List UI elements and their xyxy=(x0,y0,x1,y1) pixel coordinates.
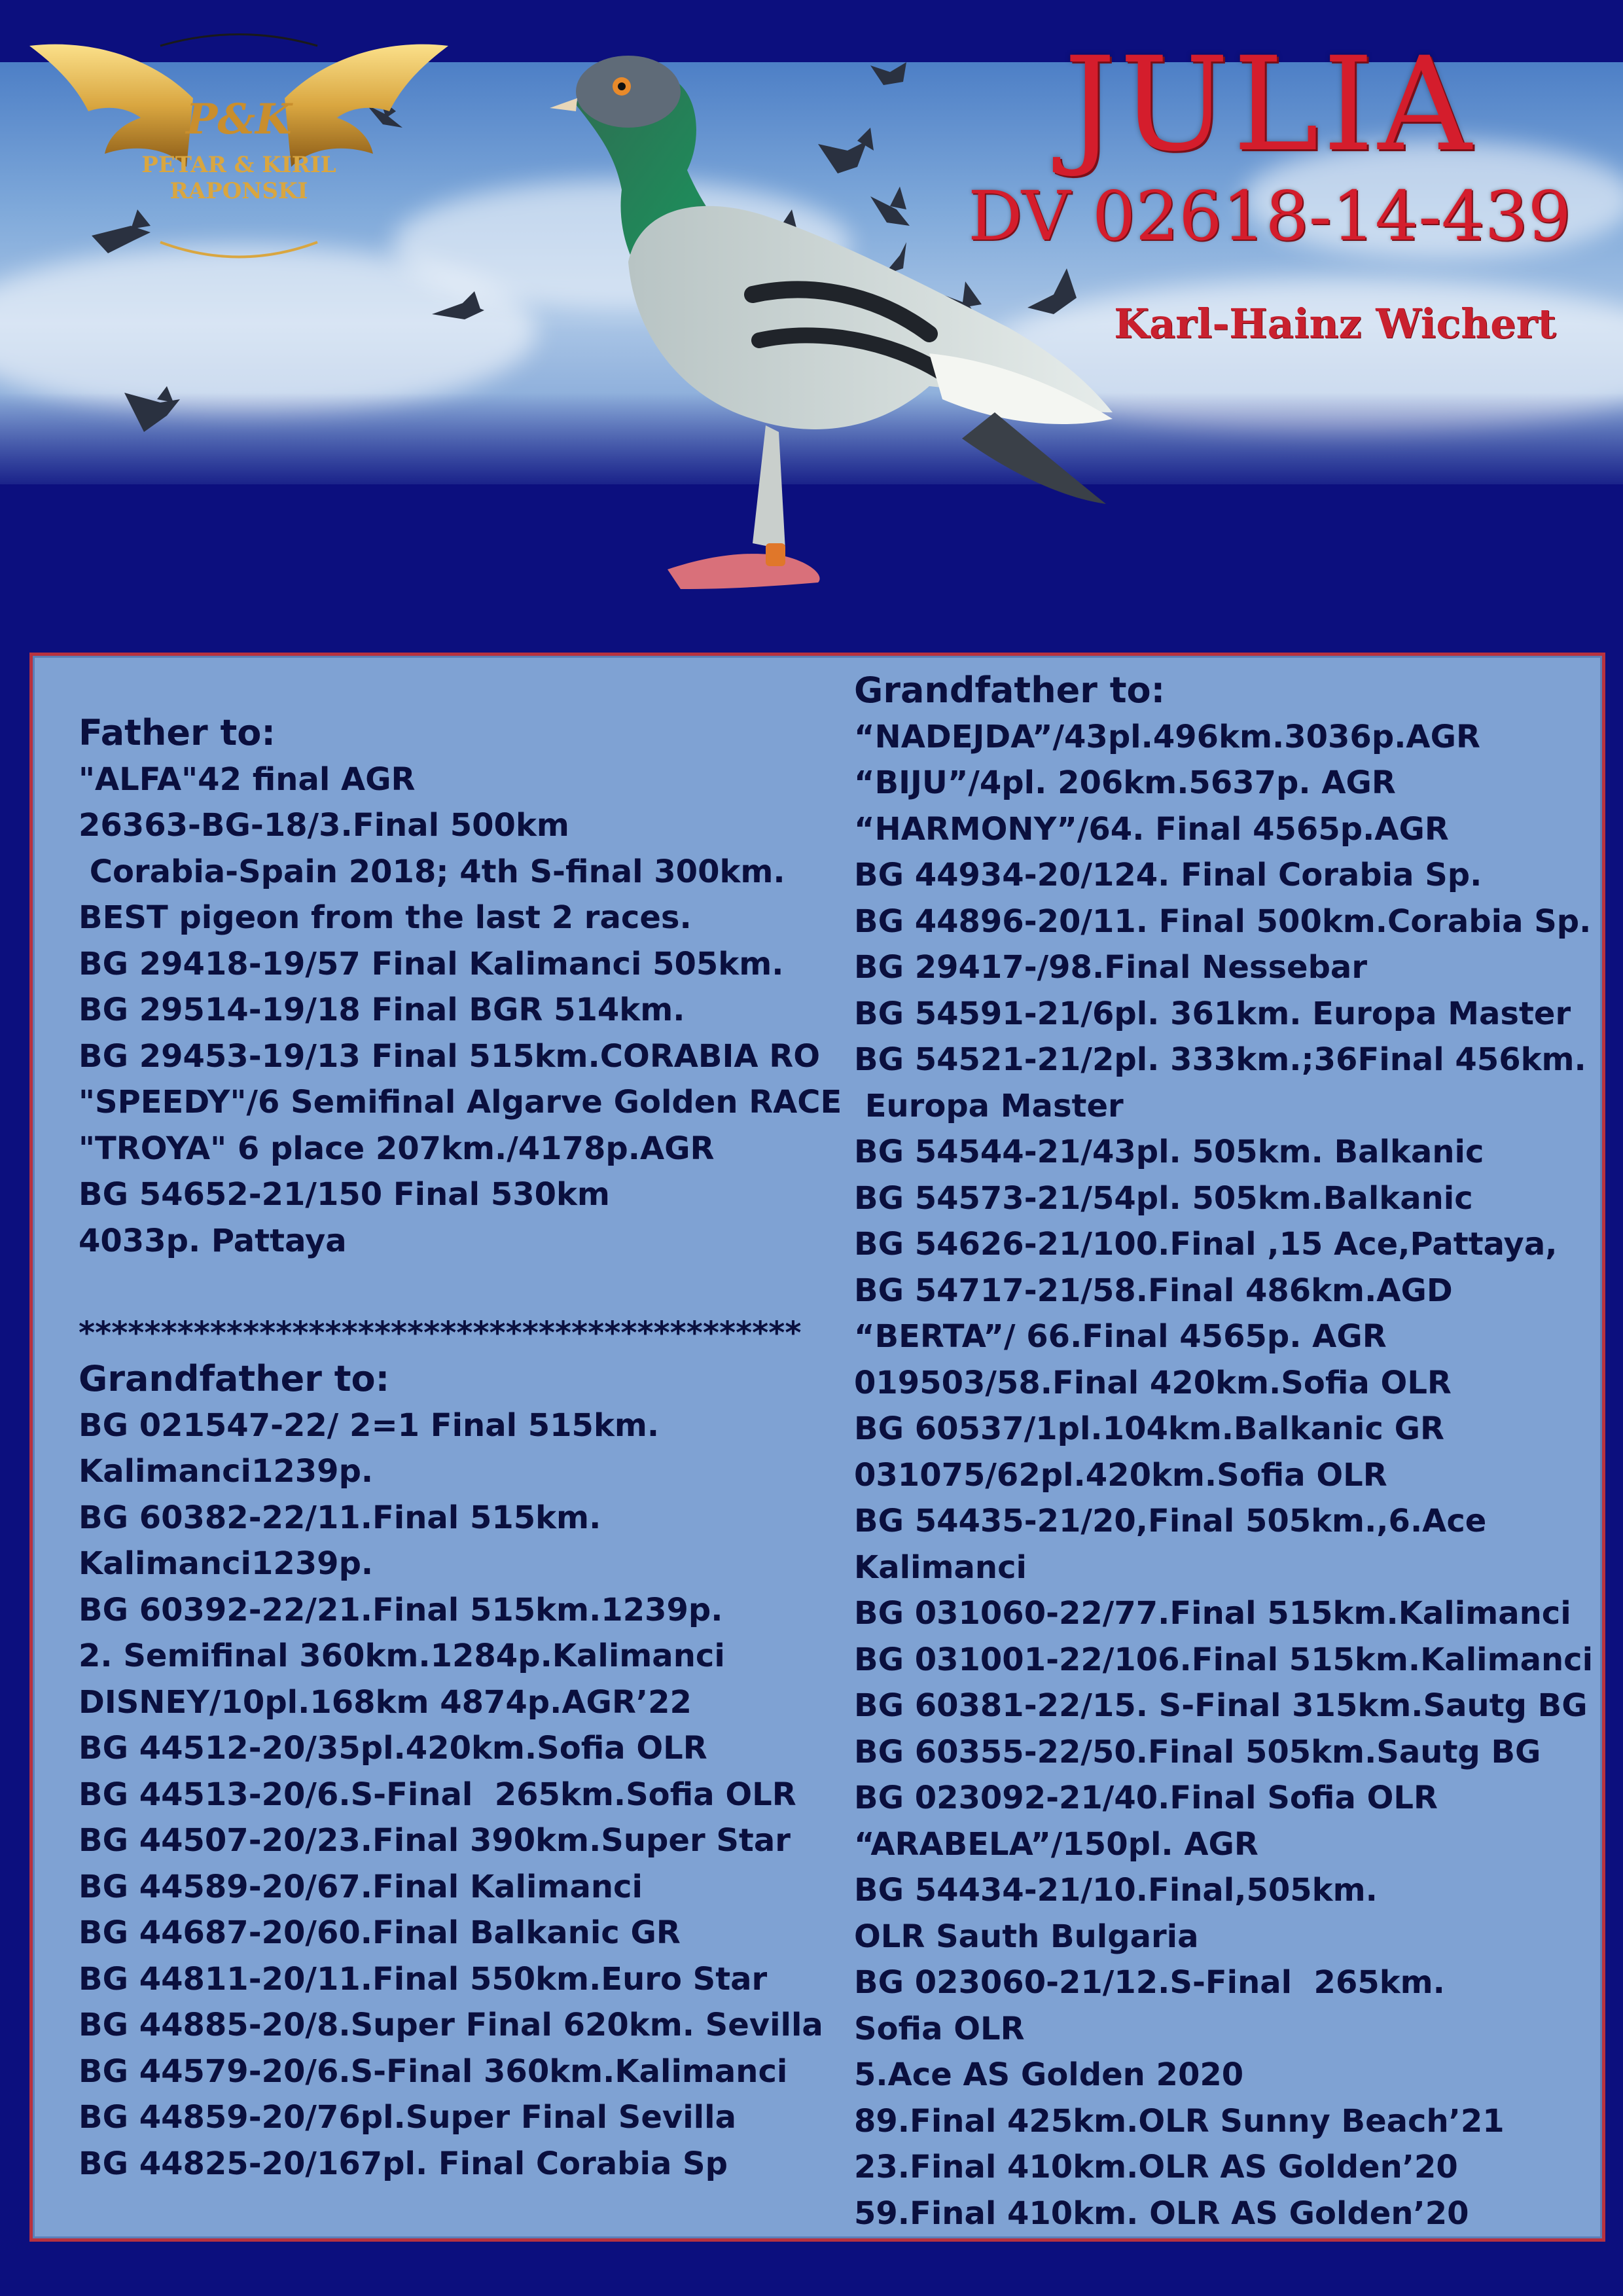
ring-number: DV 02618-14-439 xyxy=(968,176,1571,256)
grandfather-results-list-right xyxy=(854,714,1600,2237)
result-line: BG 031060-22/77.Final 515km.Kalimanci xyxy=(854,1595,1571,1632)
result-line: BG 54434-21/10.Final,505km. xyxy=(854,1872,1378,1909)
result-line: "TROYA" 6 place 207km./4178p.AGR xyxy=(79,1130,715,1167)
right-column xyxy=(854,668,1600,2236)
result-line: ******************************************** xyxy=(79,1314,802,1352)
result-line: BG 44811-20/11.Final 550km.Euro Star xyxy=(79,1960,768,1998)
result-line: BG 54591-21/6pl. 361km. Europa Master xyxy=(854,995,1571,1032)
result-line: Kalimanci xyxy=(854,1549,1027,1586)
left-column xyxy=(79,710,842,2187)
result-line: BG 44885-20/8.Super Final 620km. Sevilla xyxy=(79,2007,823,2043)
result-line: BG 44513-20/6.S-Final 265km.Sofia OLR xyxy=(79,1776,796,1813)
result-line: BG 29453-19/13 Final 515km.CORABIA RO xyxy=(79,1037,820,1075)
result-line: Corabia-Spain 2018; 4th S-final 300km. xyxy=(79,853,785,890)
logo xyxy=(29,26,448,281)
result-line: 89.Final 425km.OLR Sunny Beach’21 xyxy=(854,2102,1505,2140)
result-line: “ARABELA”/150pl. AGR xyxy=(854,1825,1258,1863)
result-line: BG 54544-21/43pl. 505km. Balkanic xyxy=(854,1134,1484,1170)
result-line: 031075/62pl.420km.Sofia OLR xyxy=(854,1456,1387,1494)
result-line: Europa Master xyxy=(854,1087,1124,1124)
result-line: 5.Ace AS Golden 2020 xyxy=(854,2056,1244,2093)
result-line: “HARMONY”/64. Final 4565p.AGR xyxy=(854,810,1449,848)
result-line: BG 44825-20/167pl. Final Corabia Sp xyxy=(79,2145,728,2182)
result-line: BG 44859-20/76pl.Super Final Sevilla xyxy=(79,2099,736,2136)
result-line: BG 023060-21/12.S-Final 265km. xyxy=(854,1964,1445,2001)
result-line: BG 44507-20/23.Final 390km.Super Star xyxy=(79,1822,791,1859)
result-line xyxy=(79,1264,831,1310)
result-line: BG 023092-21/40.Final Sofia OLR xyxy=(854,1780,1438,1816)
result-line: 4033p. Pattaya xyxy=(79,1222,347,1259)
pedigree-panel xyxy=(29,653,1605,2242)
result-line: BG 60355-22/50.Final 505km.Sautg BG xyxy=(854,1733,1541,1770)
result-line: DISNEY/10pl.168km 4874p.AGR’22 xyxy=(79,1683,692,1721)
logo-initials: P&K xyxy=(186,95,292,144)
result-line: Sofia OLR xyxy=(854,2010,1025,2047)
result-line: BG 44512-20/35pl.420km.Sofia OLR xyxy=(79,1730,707,1767)
result-line: BG 54521-21/2pl. 333km.;36Final 456km. xyxy=(854,1041,1586,1078)
result-line: BEST pigeon from the last 2 races. xyxy=(79,899,692,936)
result-line: BG 44934-20/124. Final Corabia Sp. xyxy=(854,857,1482,893)
grandfather-heading-left: Grandfather to: xyxy=(79,1358,390,1399)
result-line: BG 60381-22/15. S-Final 315km.Sautg BG xyxy=(854,1687,1588,1724)
result-line: BG 54652-21/150 Final 530km xyxy=(79,1176,610,1213)
result-line: “NADEJDA”/43pl.496km.3036p.AGR xyxy=(854,718,1480,755)
result-line: 019503/58.Final 420km.Sofia OLR xyxy=(854,1364,1452,1401)
result-line: Kalimanci1239p. xyxy=(79,1453,374,1490)
grandfather-results-list-left xyxy=(79,1403,831,2187)
result-line: “BIJU”/4pl. 206km.5637p. AGR xyxy=(854,764,1396,801)
result-line: "ALFA"42 final AGR xyxy=(79,761,416,798)
result-line: Kalimanci1239p. xyxy=(79,1545,374,1582)
result-line: BG 29417-/98.Final Nessebar xyxy=(854,949,1367,986)
result-line: "SPEEDY"/6 Semifinal Algarve Golden RACE xyxy=(79,1084,842,1121)
result-line: 26363-BG-18/3.Final 500km xyxy=(79,807,569,844)
result-line: BG 60537/1pl.104km.Balkanic GR xyxy=(854,1410,1444,1447)
result-line: BG 44579-20/6.S-Final 360km.Kalimanci xyxy=(79,2053,788,2090)
result-line: BG 54573-21/54pl. 505km.Balkanic xyxy=(854,1179,1473,1217)
result-line: BG 29514-19/18 Final BGR 514km. xyxy=(79,992,685,1028)
result-line: BG 021547-22/ 2=1 Final 515km. xyxy=(79,1407,660,1444)
result-line: 59.Final 410km. OLR AS Golden’20 xyxy=(854,2195,1469,2232)
result-line: BG 44589-20/67.Final Kalimanci xyxy=(79,1868,643,1905)
result-line: BG 44896-20/11. Final 500km.Corabia Sp. xyxy=(854,903,1592,940)
pigeon-name: JULIA xyxy=(1063,29,1476,180)
result-line: 23.Final 410km.OLR AS Golden’20 xyxy=(854,2149,1458,2185)
result-line: BG 44687-20/60.Final Balkanic GR xyxy=(79,1914,681,1951)
father-heading: Father to: xyxy=(79,712,276,753)
result-line: OLR Sauth Bulgaria xyxy=(854,1918,1199,1955)
result-line: BG 54717-21/58.Final 486km.AGD xyxy=(854,1272,1453,1309)
result-line: BG 54435-21/20,Final 505km.,6.Ace xyxy=(854,1503,1487,1539)
logo-name-line1: PETAR & KIRIL xyxy=(141,152,336,178)
result-line: BG 60392-22/21.Final 515km.1239p. xyxy=(79,1591,723,1628)
result-line: “BERTA”/ 66.Final 4565p. AGR xyxy=(854,1318,1387,1355)
result-line: BG 54626-21/100.Final ,15 Ace,Pattaya, xyxy=(854,1226,1558,1263)
breeder-name: Karl-Hainz Wichert xyxy=(1114,300,1556,348)
logo-name-line2: RAPONSKI xyxy=(169,178,308,204)
grandfather-heading-right: Grandfather to: xyxy=(854,670,1166,711)
result-line: BG 031001-22/106.Final 515km.Kalimanci xyxy=(854,1641,1594,1678)
result-line: BG 60382-22/11.Final 515km. xyxy=(79,1499,601,1536)
result-line: BG 29418-19/57 Final Kalimanci 505km. xyxy=(79,945,784,982)
result-line: 2. Semifinal 360km.1284p.Kalimanci xyxy=(79,1638,725,1674)
father-results-list xyxy=(79,757,842,1357)
